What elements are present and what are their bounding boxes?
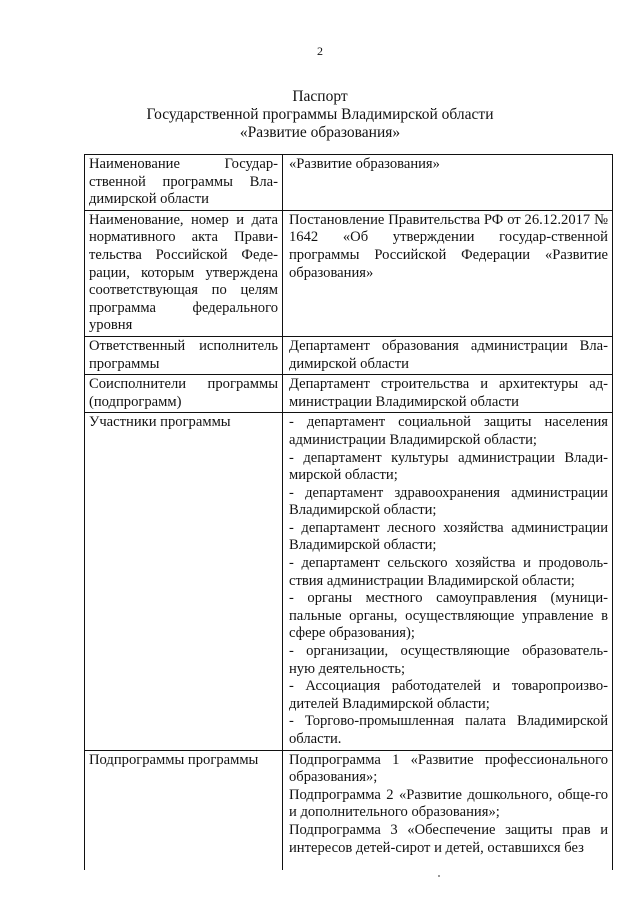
table-row bbox=[85, 413, 613, 750]
participant-item: - Ассоциация работодателей и товаропроизво-дителей Владимирской области; bbox=[289, 678, 608, 712]
row-label: Участники программы bbox=[85, 413, 283, 750]
row-value bbox=[283, 210, 613, 336]
participant-item: - департамент лесного хозяйства администрации Владимирской области; bbox=[289, 519, 608, 554]
row-label: Наименование, номер и дата нормативного акта Прави-тельства Российской Феде-рации, которым утверждена соответствующая по целям программа федерального уровня bbox=[85, 210, 283, 336]
participant-item: - департамент культуры администрации Влади-мирской области; bbox=[289, 449, 608, 484]
row-value-line: Департамент строительства и архитектуры ад-министрации Владимирской области bbox=[289, 376, 608, 410]
table-row bbox=[85, 375, 613, 413]
participant-item: - департамент социальной защиты населения администрации Владимирской области; bbox=[289, 414, 608, 448]
participant-item: - департамент сельского хозяйства и продоволь-ствия администрации Владимирской области; bbox=[289, 555, 608, 589]
subprogram-item: Подпрограмма 1 «Развитие профессионального образования»; bbox=[289, 751, 608, 786]
title-line-1: Паспорт bbox=[292, 88, 348, 105]
participant-item: - организации, осуществляющие образователь-ную деятельность; bbox=[289, 643, 608, 677]
table-row bbox=[85, 155, 613, 211]
subprogram-item: Подпрограмма 3 «Обеспечение защиты прав и интересов детей-сирот и детей, оставшихся без bbox=[289, 821, 608, 856]
table-row bbox=[85, 750, 613, 870]
participant-item: - Торгово-промышленная палата Владимирской области. bbox=[289, 713, 608, 747]
participant-item: - органы местного самоуправления (муници-пальные органы, осуществляющие управление в сфере образования); bbox=[289, 590, 608, 642]
row-value bbox=[283, 413, 613, 750]
title-line-3: «Развитие образования» bbox=[239, 124, 401, 141]
title-line-2: Государственной программы Владимирской области bbox=[146, 106, 494, 123]
table-row bbox=[85, 210, 613, 336]
row-value bbox=[283, 375, 613, 413]
row-value bbox=[283, 155, 613, 211]
passport-table bbox=[84, 154, 613, 870]
subprogram-item: Подпрограмма 2 «Развитие дошкольного, обще-го и дополнительного образования»; bbox=[289, 786, 608, 821]
row-value-line: Департамент образования администрации Вла-димирской области bbox=[289, 337, 608, 372]
row-value bbox=[283, 336, 613, 374]
page-number: 2 bbox=[317, 44, 323, 58]
participant-item: - департамент здравоохранения администрации Владимирской области; bbox=[289, 484, 608, 519]
row-value bbox=[283, 750, 613, 870]
table-row bbox=[85, 336, 613, 374]
row-label: Наименование Государ-ственной программы Вла-димирской области bbox=[85, 155, 283, 211]
scan-speck bbox=[438, 875, 440, 877]
row-value-line: Постановление Правительства РФ от 26.12.2017 № 1642 «Об утверждении государ-ственной программы Российской Федерации «Развитие образования» bbox=[289, 211, 608, 281]
row-label: Соисполнители программы (подпрограмм) bbox=[85, 375, 283, 413]
row-value-line: «Развитие образования» bbox=[289, 156, 440, 172]
row-label: Подпрограммы программы bbox=[85, 750, 283, 870]
row-label: Ответственный исполнитель программы bbox=[85, 336, 283, 374]
document-title bbox=[0, 88, 640, 142]
